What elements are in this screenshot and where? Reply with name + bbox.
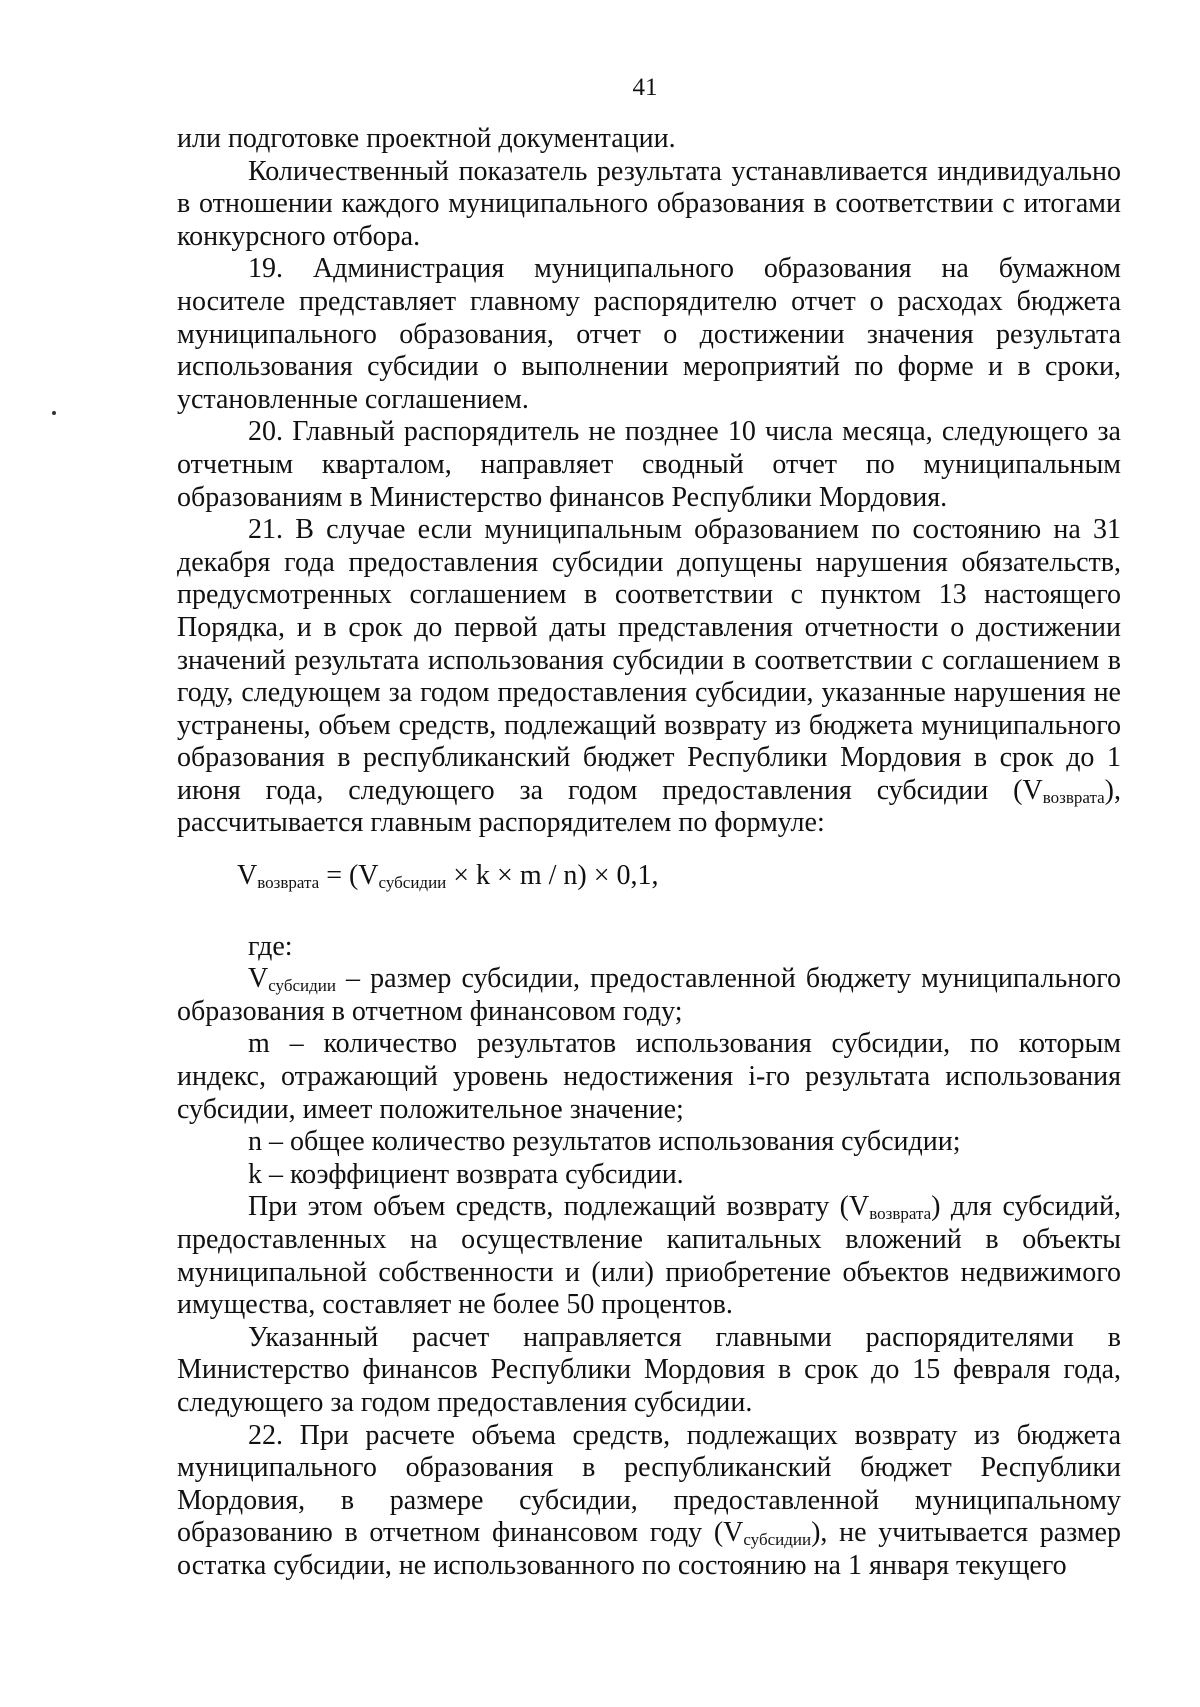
document-body bbox=[177, 123, 1121, 1583]
paragraph-indicator: Количественный показатель результата устанавливается индивидуально в отношении каждого муниципального образования в соответствии с итогами конкурсного отбора. bbox=[177, 155, 1121, 252]
where-label: где: bbox=[248, 930, 293, 962]
definition-v-subsidy: $V_{субсидии}$ – размер субсидии, предоставленной бюджету муниципального образования в отчетном финансовом году; bbox=[177, 963, 1121, 1027]
page-number: 41 bbox=[632, 74, 658, 101]
formula: $V_{возврата} = (V_{субсидии} \times k \times m / n) \times 0,1$, bbox=[237, 860, 659, 893]
paragraph-20: 20. Главный распорядитель не позднее 10 числа месяца, следующего за отчетным кварталом, направляет сводный отчет по муниципальным образованиям в Министерство финансов Республики Мордовия. bbox=[177, 416, 1121, 513]
paragraph-continuation: или подготовке проектной документации. bbox=[177, 123, 676, 154]
paragraph-capital-investments: При этом объем средств, подлежащий возврату $(V_{возврата})$ для субсидий, предоставленных на осуществление капитальных вложений в объекты муниципальной собственности и (или) приобретение объектов недвижимого имущества, составляет не более 50 процентов. bbox=[177, 1191, 1121, 1321]
paragraph-21: 21. В случае если муниципальным образованием по состоянию на 31 декабря года предоставления субсидии допущены нарушения обязательств, предусмотренных соглашением в соответствии с пунктом 13 настоящего Порядка, и в срок до первой даты представления отчетности о достижении значений результата использования субсидии в соответствии с соглашением в году, следующем за годом предоставления субсидии, указанные нарушения не устранены, объем средств, подлежащий возврату из бюджета муниципального образования в республиканский бюджет Республики Мордовия в срок до 1 июня года, следующего за годом предоставления субсидии $(V_{возврата})$, рассчитывается главным распорядителем по формуле: bbox=[177, 514, 1121, 839]
scan-speck bbox=[52, 411, 56, 415]
definition-n: n – общее количество результатов использования субсидии; bbox=[248, 1126, 961, 1158]
paragraph-19: 19. Администрация муниципального образования на бумажном носителе представляет главному распорядителю отчет о расходах бюджета муниципального образования, отчет о достижении значения результата использования субсидии о выполнении мероприятий по форме и в сроки, установленные соглашением. bbox=[177, 253, 1121, 415]
definition-m: m – количество результатов использования субсидии, по которым индекс, отражающий уровень недостижения i-го результата использования субсидии, имеет положительное значение; bbox=[177, 1028, 1121, 1125]
paragraph-calculation-submission: Указанный расчет направляется главными распорядителями в Министерство финансов Республики Мордовия в срок до 15 февраля года, следующего за годом предоставления субсидии. bbox=[177, 1321, 1121, 1418]
definition-k: k – коэффициент возврата субсидии. bbox=[248, 1158, 684, 1190]
paragraph-22: 22. При расчете объема средств, подлежащих возврату из бюджета муниципального образования в республиканский бюджет Республики Мордовия, в размере субсидии, предоставленной муниципальному образованию в отчетном финансовом году $(V_{субсидии})$, не учитывается размер остатка субсидии, не использованного по состоянию на 1 января текущего bbox=[177, 1419, 1121, 1581]
